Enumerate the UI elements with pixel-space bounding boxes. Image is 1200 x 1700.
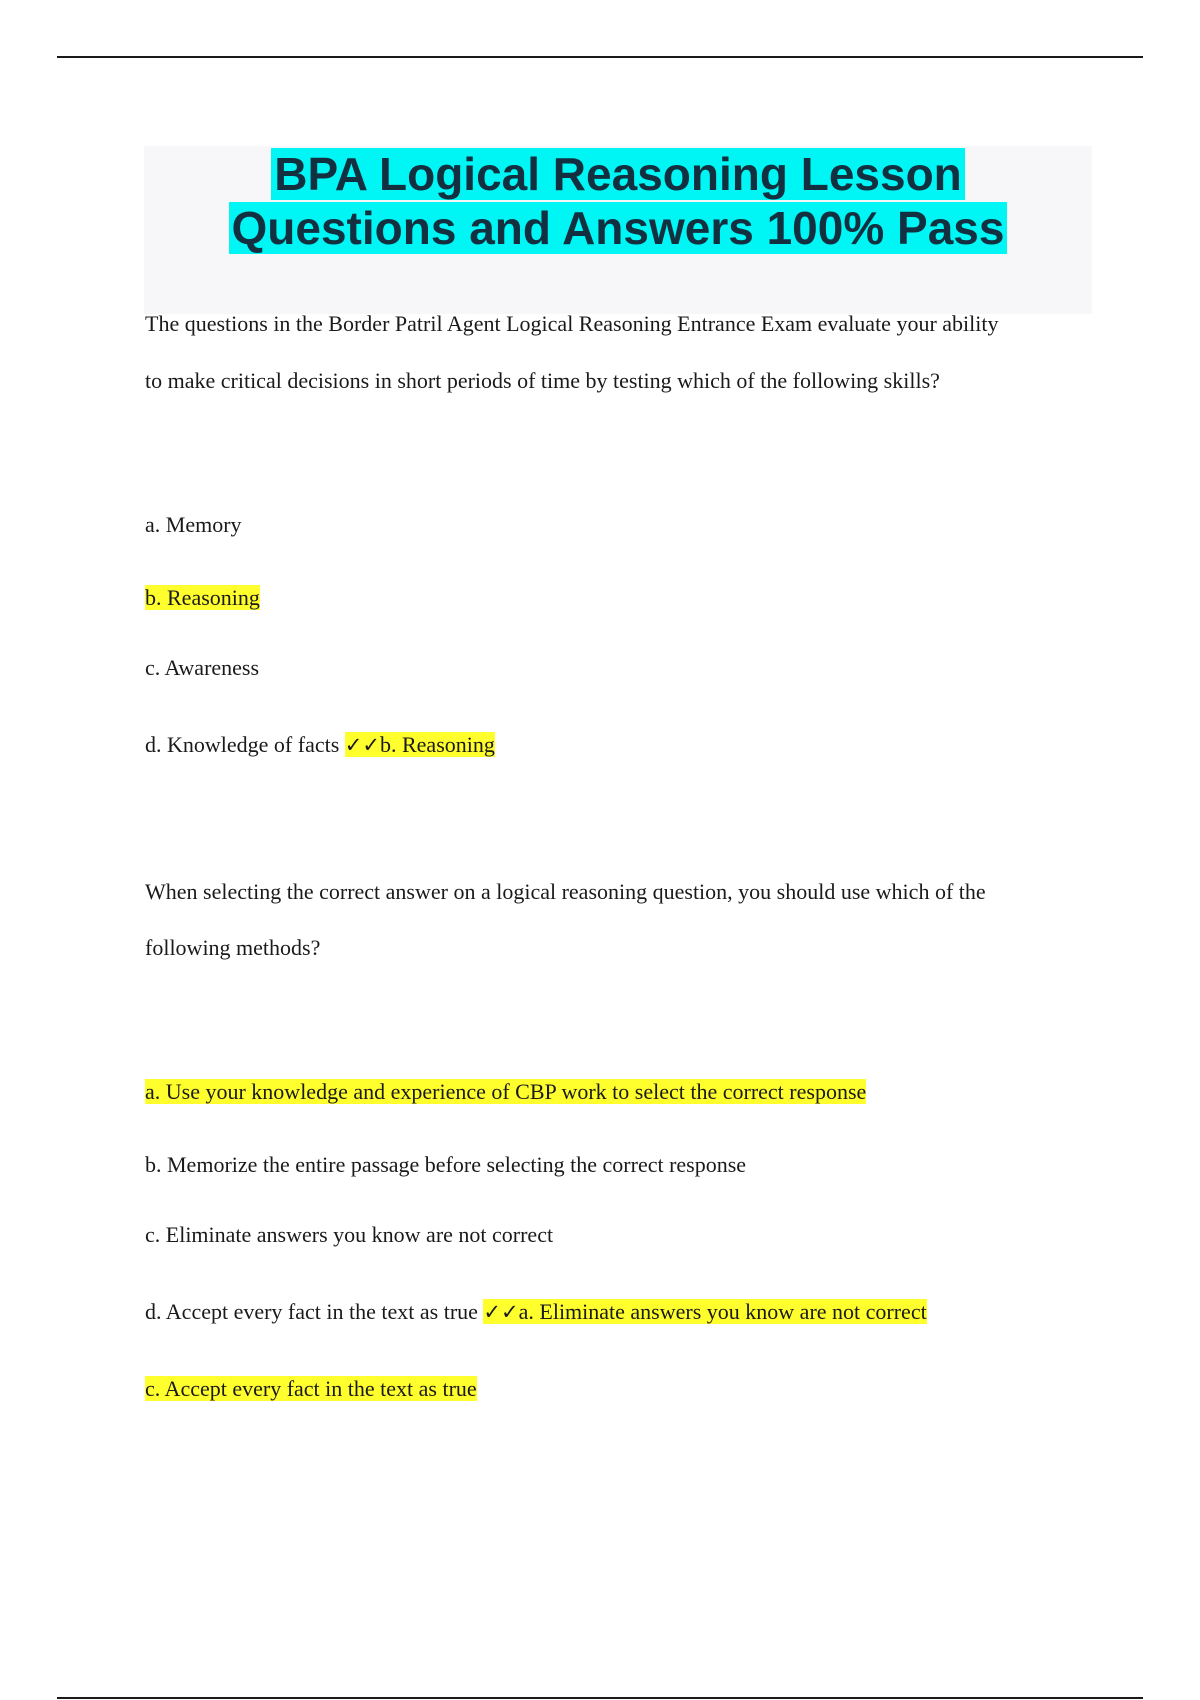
answer-key: ✓✓a. Eliminate answers you know are not correct	[483, 1299, 927, 1324]
question-1-prompt-line-1: The questions in the Border Patril Agent Logical Reasoning Entrance Exam evaluate your ability	[145, 311, 999, 336]
highlighted-option: a. Use your knowledge and experience of CBP work to select the correct response	[145, 1079, 867, 1104]
title-block	[144, 146, 1092, 314]
double-check-icon: ✓✓	[483, 1300, 519, 1324]
bottom-rule	[57, 1697, 1143, 1699]
answer-key: ✓✓b. Reasoning	[344, 732, 495, 757]
question-2-option-c: c. Eliminate answers you know are not correct	[145, 1222, 554, 1247]
question-2-prompt-line-1: When selecting the correct answer on a logical reasoning question, you should use which of the	[145, 879, 986, 904]
answer-key-continued: c. Accept every fact in the text as true	[145, 1376, 477, 1401]
question-2-option-a	[145, 1079, 866, 1105]
question-2-option-b: b. Memorize the entire passage before selecting the correct response	[145, 1152, 747, 1177]
top-rule	[57, 56, 1143, 58]
question-2-option-d: d. Accept every fact in the text as true ✓✓a. Eliminate answers you know are not correct	[145, 1299, 927, 1324]
question-1-option-a: a. Memory	[145, 512, 242, 537]
document-title-line-1: BPA Logical Reasoning Lesson	[144, 148, 1092, 200]
question-1-prompt-line-2: to make critical decisions in short periods of time by testing which of the following skills?	[145, 368, 940, 393]
double-check-icon: ✓✓	[344, 733, 380, 757]
document-title-line-2: Questions and Answers 100% Pass	[144, 202, 1092, 254]
question-1-option-c: c. Awareness	[145, 655, 260, 680]
question-2-prompt-line-2: following methods?	[145, 935, 321, 960]
question-1-option-b	[145, 585, 260, 611]
question-1-option-d: d. Knowledge of facts ✓✓b. Reasoning	[145, 732, 495, 757]
correct-option-highlight: b. Reasoning	[145, 585, 260, 610]
